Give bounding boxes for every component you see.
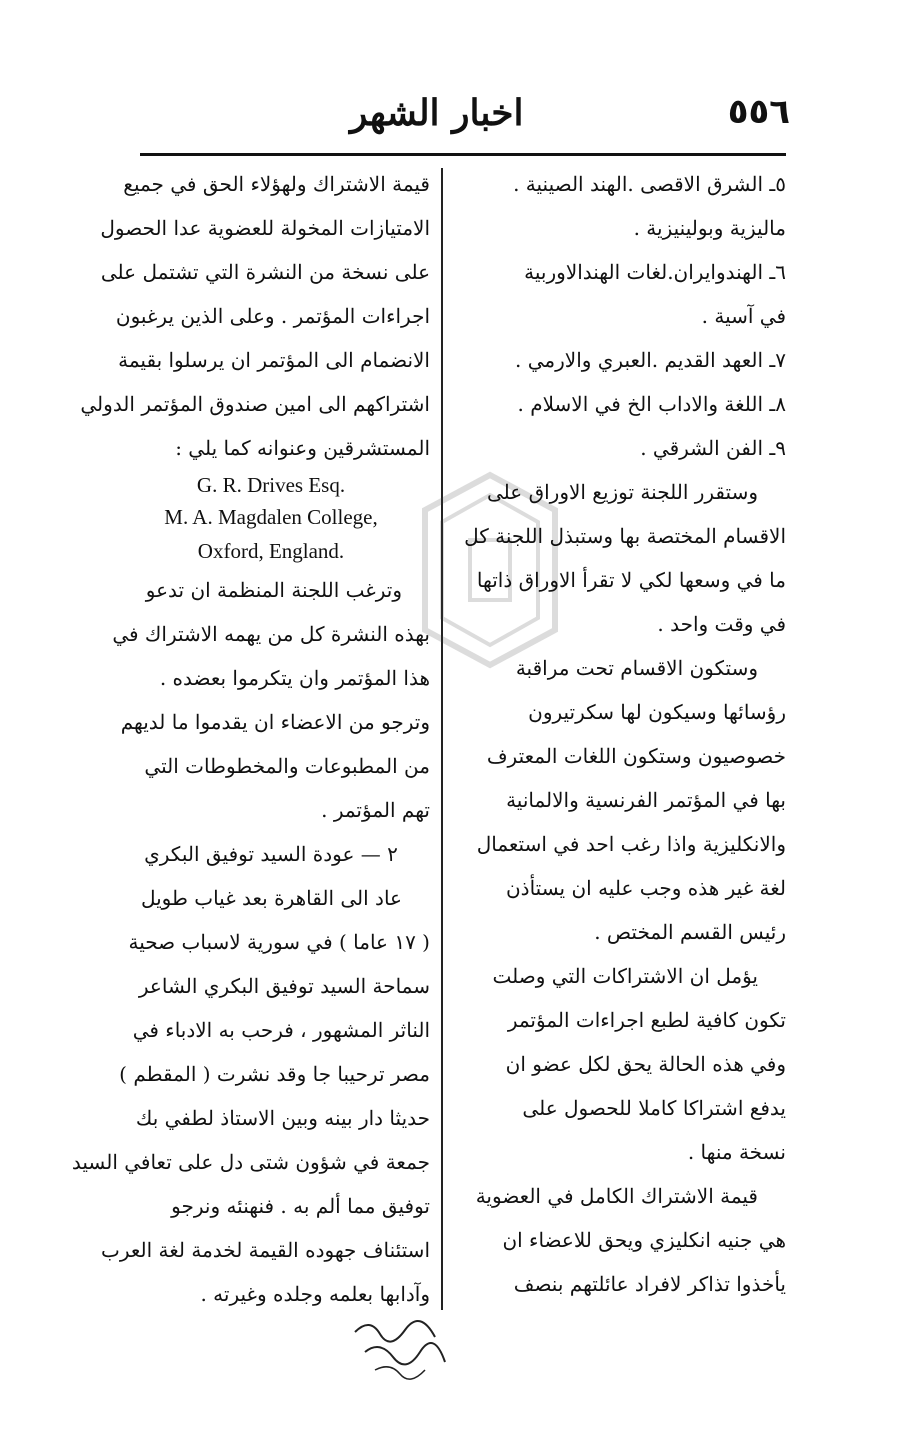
text-line: الامتيازات المخولة للعضوية عدا الحصول (100, 216, 430, 240)
text-line: في آسية . (701, 304, 786, 328)
text-line: استئناف جهوده القيمة لخدمة لغة العرب (101, 1238, 430, 1262)
text-line: توفيق مما ألم به . فنهنئه ونرجو (171, 1194, 430, 1218)
text-line: الناثر المشهور ، فرحب به الادباء في (132, 1018, 430, 1042)
text-line: هي جنيه انكليزي ويحق للاعضاء ان (502, 1228, 786, 1252)
text-line: والانكليزية واذا رغب احد في استعمال (476, 832, 786, 856)
text-line: رؤسائها وسيكون لها سكرتيرون (528, 700, 786, 724)
text-line: ٧ـ العهد القديم .العبري والارمي . (515, 348, 786, 372)
text-line: بهذه النشرة كل من يهمه الاشتراك في (112, 622, 430, 646)
text-line: تهم المؤتمر . (321, 798, 430, 822)
text-line: خصوصيون وستكون اللغات المعترف (486, 744, 786, 768)
text-line: وستكون الاقسام تحت مراقبة (515, 656, 758, 680)
text-line: هذا المؤتمر وان يتكرموا بعضده . (159, 666, 430, 690)
text-line: لغة غير هذه وجب عليه ان يستأذن (505, 876, 786, 900)
text-line: مصر ترحيبا جا وقد نشرت ( المقطم ) (119, 1062, 430, 1086)
text-line: جمعة في شؤون شتى دل على تعافي السيد (71, 1150, 430, 1174)
text-line: ٦ـ الهندوايران.لغات الهندالاوربية (524, 260, 786, 284)
handwritten-signature (345, 1312, 455, 1382)
text-line: حديثا دار بينه وبين الاستاذ لطفي بك (135, 1106, 430, 1130)
text-line: ماليزية وبولينيزية . (633, 216, 786, 240)
column-divider (441, 168, 443, 1310)
text-line: وآدابها بعلمه وجلده وغيرته . (200, 1282, 430, 1306)
section-heading: ٢ — عودة السيد توفيق البكري (144, 842, 398, 866)
text-line: ٥ـ الشرق الاقصى .الهند الصينية . (513, 172, 786, 196)
text-line: رئيس القسم المختص . (594, 920, 786, 944)
text-line: بها في المؤتمر الفرنسية والالمانية (506, 788, 786, 812)
text-line: وستقرر اللجنة توزيع الاوراق على (487, 480, 758, 504)
text-line: ٩ـ الفن الشرقي . (640, 436, 786, 460)
address-line: M. A. Magdalen College, (164, 505, 378, 529)
right-column (456, 162, 786, 1306)
text-line: ما في وسعها لكي لا تقرأ الاوراق ذاتها (476, 568, 786, 592)
address-line: Oxford, England. (197, 539, 345, 563)
left-column (71, 162, 430, 1316)
header-rule (140, 153, 786, 156)
address-line: G. R. Drives Esq. (196, 473, 346, 497)
text-line: وترجو من الاعضاء ان يقدموا ما لديهم (120, 710, 430, 734)
text-line: اشتراكهم الى امين صندوق المؤتمر الدولي (80, 392, 430, 416)
text-line: عاد الى القاهرة بعد غياب طويل (140, 886, 402, 910)
text-line: وترغب اللجنة المنظمة ان تدعو (145, 578, 402, 602)
text-line: يؤمل ان الاشتراكات التي وصلت (492, 964, 758, 988)
text-line: في وقت واحد . (657, 612, 786, 636)
text-line: سماحة السيد توفيق البكري الشاعر (138, 974, 430, 998)
text-line: يدفع اشتراكا كاملا للحصول على (522, 1096, 786, 1120)
text-line: ٨ـ اللغة والاداب الخ في الاسلام . (517, 392, 786, 416)
page-number: ٥٥٦ (727, 92, 790, 132)
text-line: الاقسام المختصة بها وستبذل اللجنة كل (464, 524, 786, 548)
text-line: ( ١٧ عاما ) في سورية لاسباب صحية (128, 930, 430, 954)
page-title: اخبار الشهر (350, 92, 524, 134)
text-line: نسخة منها . (687, 1140, 786, 1164)
text-line: على نسخة من النشرة التي تشتمل على (100, 260, 430, 284)
text-line: قيمة الاشتراك الكامل في العضوية (475, 1184, 758, 1208)
text-line: المستشرقين وعنوانه كما يلي : (175, 436, 430, 460)
text-line: قيمة الاشتراك ولهؤلاء الحق في جميع (123, 172, 430, 196)
text-line: تكون كافية لطبع اجراءات المؤتمر (507, 1008, 786, 1032)
text-line: وفي هذه الحالة يحق لكل عضو ان (505, 1052, 786, 1076)
text-line: الانضمام الى المؤتمر ان يرسلوا بقيمة (118, 348, 430, 372)
text-line: من المطبوعات والمخطوطات التي (144, 754, 430, 778)
page-header (110, 92, 790, 152)
text-line: يأخذوا تذاكر لافراد عائلتهم بنصف (513, 1272, 786, 1296)
text-line: اجراءات المؤتمر . وعلى الذين يرغبون (115, 304, 430, 328)
